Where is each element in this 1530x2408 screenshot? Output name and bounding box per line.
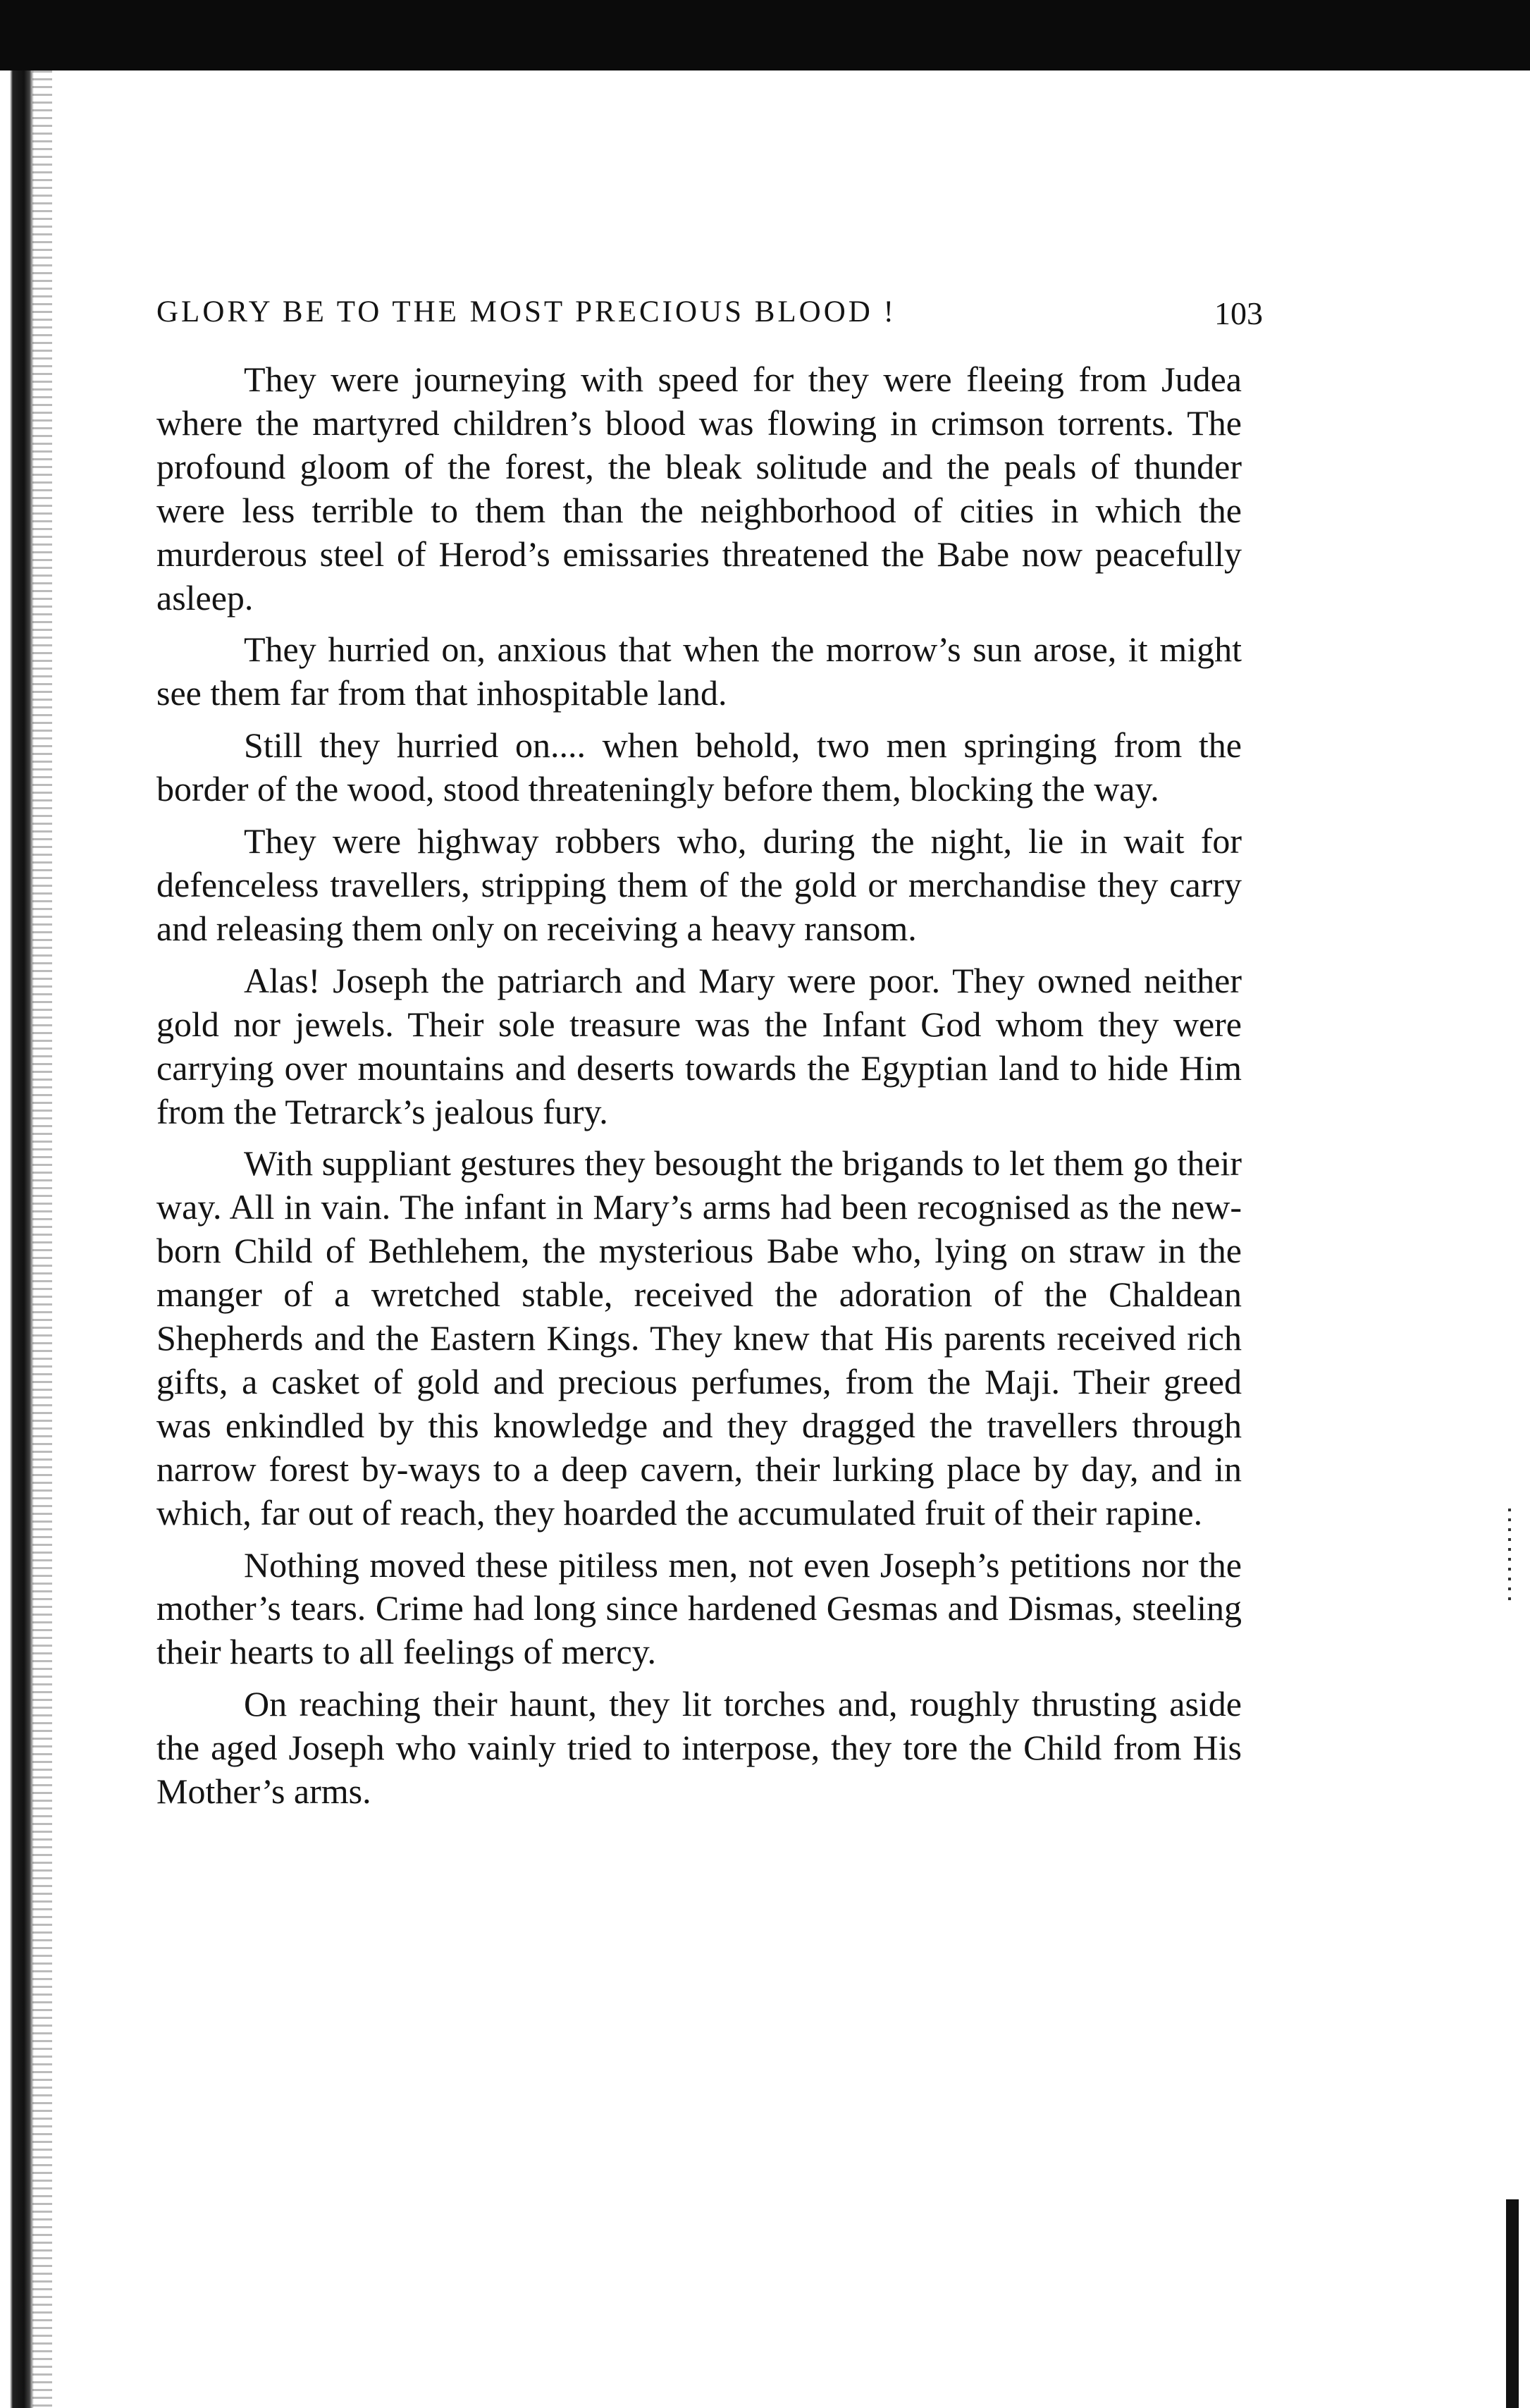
paragraph-6: With suppliant gestures they besought the brigands to let them go their way. All in vain. The infant in Mary’s arms had been recognised as the new-born Child of Bethlehem, the mysterious Babe who, lying on straw in the manger of a wretched stable, received the adoration of the Chaldean Shepherds and the Eastern Kings. They knew that His parents received rich gifts, a casket of gold and precious perfumes, from the Maji. Their greed was enkindled by this knowledge and they dragged the travellers through narrow forest by-ways to a deep cavern, their lurking place by day, and in which, far out of reach, they hoarded the accumulated fruit of their rapine.: [156, 1143, 1242, 1532]
scan-right-edge: [1506, 2199, 1519, 2408]
scan-top-border: [0, 0, 1530, 70]
paragraph-5: Alas! Joseph the patriarch and Mary were poor. They owned neither gold nor jewels. Their sole treasure was the Infant God whom they were carrying over mountains and deserts towards the Egyptian land to hide Him from the Tetrarck’s jealous fury.: [156, 960, 1242, 1131]
paragraph-7: Nothing moved these pitiless men, not even Joseph’s petitions nor the mother’s tears. Crime had long since hardened Gesmas and Dismas, steeling their hearts to all feelings of mercy.: [156, 1544, 1242, 1672]
paragraph-1: They were journeying with speed for they were fleeing from Judea where the martyred children’s blood was flowing in crimson torrents. The profound gloom of the forest, the bleak solitude and the peals of thunder were less terrible to them than the neighborhood of cities in which the murderous steel of Herod’s emissaries threatened the Babe now peacefully asleep.: [156, 360, 1242, 618]
paragraph-8: On reaching their haunt, they lit torches and, roughly thrusting aside the aged Joseph who vainly tried to interpose, they tore the Child from His Mother’s arms.: [156, 1684, 1242, 1812]
body-text: [156, 358, 1242, 1822]
scan-right-speckle: [1508, 1509, 1511, 1607]
paragraph-2: They hurried on, anxious that when the morrow’s sun arose, it might see them far from that inhospitable land.: [156, 629, 1242, 713]
page-number: 103: [1214, 295, 1263, 331]
running-head: GLORY BE TO THE MOST PRECIOUS BLOOD !: [156, 295, 896, 328]
scan-left-edge: [0, 70, 34, 2408]
scan-left-speckle: [32, 70, 52, 2408]
paragraph-4: They were highway robbers who, during the night, lie in wait for defenceless travellers, stripping them of the gold or merchandise they carry and releasing them only on receiving a heavy ransom.: [156, 821, 1242, 948]
page-header: [156, 295, 1263, 337]
paragraph-3: Still they hurried on.... when behold, two men springing from the border of the wood, stood threateningly before them, blocking the way.: [156, 725, 1242, 809]
